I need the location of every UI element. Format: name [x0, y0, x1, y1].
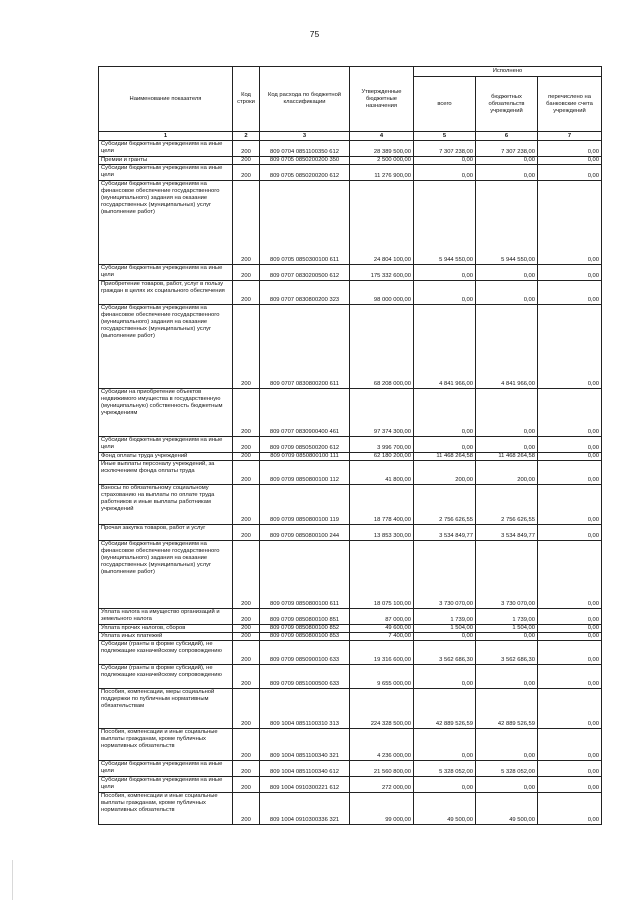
- cell-name: Пособия, компенсации и иные социальные выплаты гражданам, кроме публичных нормативных обязательств: [99, 729, 233, 761]
- column-number: 4: [350, 132, 414, 141]
- cell-kbk: 809 1004 0910300221 612: [260, 777, 350, 793]
- cell-approved: 98 000 000,00: [350, 281, 414, 305]
- header-obligations: бюджетных обязательств учреждений: [476, 77, 538, 132]
- cell-name: Фонд оплаты труда учреждений: [99, 453, 233, 461]
- cell-total: 0,00: [414, 165, 476, 181]
- cell-total: 0,00: [414, 777, 476, 793]
- table-row: [99, 461, 602, 485]
- cell-approved: 41 800,00: [350, 461, 414, 485]
- cell-total: 42 889 526,59: [414, 689, 476, 729]
- cell-approved: 175 332 600,00: [350, 265, 414, 281]
- column-number: 3: [260, 132, 350, 141]
- cell-name: Уплата иных платежей: [99, 633, 233, 641]
- cell-total: 0,00: [414, 281, 476, 305]
- cell-transferred: 0,00: [538, 141, 602, 157]
- cell-obligations: 49 500,00: [476, 793, 538, 825]
- table-row: [99, 541, 602, 609]
- cell-transferred: 0,00: [538, 541, 602, 609]
- cell-approved: 87 000,00: [350, 609, 414, 625]
- cell-obligations: 1 504,00: [476, 625, 538, 633]
- cell-approved: 68 208 000,00: [350, 305, 414, 389]
- cell-code: 200: [233, 281, 260, 305]
- table-body: [99, 141, 602, 825]
- cell-kbk: 809 0707 0830200500 612: [260, 265, 350, 281]
- cell-obligations: 1 739,00: [476, 609, 538, 625]
- cell-transferred: 0,00: [538, 265, 602, 281]
- cell-kbk: 809 0709 0850800100 119: [260, 485, 350, 525]
- cell-name: Иные выплаты персоналу учреждений, за исключением фонда оплаты труда: [99, 461, 233, 485]
- cell-approved: 24 804 100,00: [350, 181, 414, 265]
- cell-code: 200: [233, 265, 260, 281]
- cell-code: 200: [233, 633, 260, 641]
- cell-kbk: 809 0707 0830800200 611: [260, 305, 350, 389]
- cell-name: Премии и гранты: [99, 157, 233, 165]
- header-approved: Утвержденные бюджетные назначения: [350, 67, 414, 132]
- cell-code: 200: [233, 181, 260, 265]
- cell-obligations: 0,00: [476, 389, 538, 437]
- cell-code: 200: [233, 141, 260, 157]
- cell-name: Субсидии (гранты в форме субсидий), не подлежащие казначейскому сопровождению: [99, 665, 233, 689]
- table-row: [99, 437, 602, 453]
- budget-execution-table: [98, 66, 602, 825]
- cell-obligations: 0,00: [476, 165, 538, 181]
- cell-name: Пособия, компенсации, меры социальной поддержки по публичным нормативным обязательствам: [99, 689, 233, 729]
- cell-total: 200,00: [414, 461, 476, 485]
- cell-obligations: 2 756 626,55: [476, 485, 538, 525]
- cell-obligations: 3 730 070,00: [476, 541, 538, 609]
- cell-transferred: 0,00: [538, 729, 602, 761]
- cell-transferred: 0,00: [538, 461, 602, 485]
- cell-kbk: 809 0707 0830900400 461: [260, 389, 350, 437]
- cell-transferred: 0,00: [538, 389, 602, 437]
- table-row: [99, 665, 602, 689]
- column-number: 2: [233, 132, 260, 141]
- cell-approved: 99 000,00: [350, 793, 414, 825]
- cell-kbk: 809 0705 0850300100 611: [260, 181, 350, 265]
- cell-name: Субсидии бюджетным учреждениям на иные цели: [99, 265, 233, 281]
- cell-obligations: 5 944 550,00: [476, 181, 538, 265]
- cell-kbk: 809 0709 0850800100 244: [260, 525, 350, 541]
- column-number-row: [99, 132, 602, 141]
- header-transferred: перечислено на банковские счета учреждений: [538, 77, 602, 132]
- column-number: 1: [99, 132, 233, 141]
- cell-kbk: 809 0707 0830800200 323: [260, 281, 350, 305]
- cell-transferred: 0,00: [538, 453, 602, 461]
- cell-total: 7 307 238,00: [414, 141, 476, 157]
- cell-name: Субсидии бюджетным учреждениям на финансовое обеспечение государственного (муниципального) задания на оказание государственных (муниципальных) услуг (выполнение работ): [99, 181, 233, 265]
- cell-total: 0,00: [414, 265, 476, 281]
- column-number: 6: [476, 132, 538, 141]
- cell-total: 3 730 070,00: [414, 541, 476, 609]
- cell-approved: 272 000,00: [350, 777, 414, 793]
- cell-kbk: 809 0705 0850200200 612: [260, 165, 350, 181]
- cell-obligations: 3 562 686,30: [476, 641, 538, 665]
- cell-transferred: 0,00: [538, 641, 602, 665]
- cell-code: 200: [233, 609, 260, 625]
- cell-kbk: 809 1004 0910300336 321: [260, 793, 350, 825]
- header-code: Код строки: [233, 67, 260, 132]
- table-row: [99, 181, 602, 265]
- cell-kbk: 809 1004 0851100310 313: [260, 689, 350, 729]
- cell-approved: 21 560 800,00: [350, 761, 414, 777]
- cell-transferred: 0,00: [538, 437, 602, 453]
- cell-name: Субсидии (гранты в форме субсидий), не подлежащие казначейскому сопровождению: [99, 641, 233, 665]
- cell-transferred: 0,00: [538, 777, 602, 793]
- cell-approved: 28 389 500,00: [350, 141, 414, 157]
- header-total: всего: [414, 77, 476, 132]
- cell-obligations: 0,00: [476, 665, 538, 689]
- cell-obligations: 7 307 238,00: [476, 141, 538, 157]
- cell-kbk: 809 1004 0851100340 612: [260, 761, 350, 777]
- cell-transferred: 0,00: [538, 689, 602, 729]
- cell-transferred: 0,00: [538, 305, 602, 389]
- cell-name: Уплата прочих налогов, сборов: [99, 625, 233, 633]
- cell-name: Пособия, компенсации и иные социальные выплаты гражданам, кроме публичных нормативных обязательств: [99, 793, 233, 825]
- table-row: [99, 389, 602, 437]
- cell-obligations: 0,00: [476, 729, 538, 761]
- cell-transferred: 0,00: [538, 281, 602, 305]
- cell-total: 5 328 052,00: [414, 761, 476, 777]
- cell-obligations: 11 468 264,58: [476, 453, 538, 461]
- cell-obligations: 0,00: [476, 281, 538, 305]
- cell-kbk: 809 0709 0850800100 852: [260, 625, 350, 633]
- cell-code: 200: [233, 689, 260, 729]
- cell-obligations: 42 889 526,59: [476, 689, 538, 729]
- table-row: [99, 141, 602, 157]
- cell-total: 0,00: [414, 633, 476, 641]
- cell-total: 0,00: [414, 157, 476, 165]
- page-number: 75: [309, 29, 320, 39]
- cell-kbk: 809 0709 0851000500 633: [260, 665, 350, 689]
- cell-kbk: 809 0709 0850900100 633: [260, 641, 350, 665]
- cell-total: 11 468 264,58: [414, 453, 476, 461]
- cell-approved: 2 500 000,00: [350, 157, 414, 165]
- table-row: [99, 729, 602, 761]
- cell-transferred: 0,00: [538, 485, 602, 525]
- column-number: 7: [538, 132, 602, 141]
- cell-transferred: 0,00: [538, 157, 602, 165]
- cell-kbk: 809 0704 0851100350 612: [260, 141, 350, 157]
- cell-total: 1 504,00: [414, 625, 476, 633]
- cell-code: 200: [233, 641, 260, 665]
- cell-code: 200: [233, 437, 260, 453]
- cell-obligations: 0,00: [476, 633, 538, 641]
- header-executed: Исполнено: [414, 67, 602, 77]
- cell-total: 3 562 686,30: [414, 641, 476, 665]
- cell-transferred: 0,00: [538, 633, 602, 641]
- cell-approved: 224 328 500,00: [350, 689, 414, 729]
- cell-code: 200: [233, 157, 260, 165]
- cell-name: Субсидии бюджетным учреждениям на иные цели: [99, 437, 233, 453]
- table-row: [99, 453, 602, 461]
- cell-code: 200: [233, 665, 260, 689]
- cell-code: 200: [233, 761, 260, 777]
- cell-approved: 62 180 200,00: [350, 453, 414, 461]
- cell-obligations: 0,00: [476, 265, 538, 281]
- cell-total: 1 739,00: [414, 609, 476, 625]
- cell-obligations: 0,00: [476, 437, 538, 453]
- cell-kbk: 809 0705 0850200200 350: [260, 157, 350, 165]
- cell-obligations: 0,00: [476, 777, 538, 793]
- cell-code: 200: [233, 541, 260, 609]
- cell-code: 200: [233, 305, 260, 389]
- cell-total: 4 841 966,00: [414, 305, 476, 389]
- table-row: [99, 641, 602, 665]
- cell-obligations: 3 534 849,77: [476, 525, 538, 541]
- cell-name: Взносы по обязательному социальному страхованию на выплаты по оплате труда работников и иные выплаты работникам учреждений: [99, 485, 233, 525]
- cell-code: 200: [233, 461, 260, 485]
- cell-approved: 18 075 100,00: [350, 541, 414, 609]
- table-row: [99, 281, 602, 305]
- cell-total: 49 500,00: [414, 793, 476, 825]
- cell-approved: 13 853 300,00: [350, 525, 414, 541]
- header-kbk: Код расхода по бюджетной классификации: [260, 67, 350, 132]
- table-row: [99, 625, 602, 633]
- cell-approved: 9 655 000,00: [350, 665, 414, 689]
- table-row: [99, 485, 602, 525]
- cell-approved: 49 600,00: [350, 625, 414, 633]
- cell-total: 2 756 626,55: [414, 485, 476, 525]
- cell-name: Субсидии бюджетным учреждениям на иные цели: [99, 761, 233, 777]
- cell-transferred: 0,00: [538, 665, 602, 689]
- table-row: [99, 633, 602, 641]
- table-row: [99, 793, 602, 825]
- cell-name: Прочая закупка товаров, работ и услуг: [99, 525, 233, 541]
- cell-code: 200: [233, 525, 260, 541]
- cell-kbk: 809 0709 0850800100 111: [260, 453, 350, 461]
- cell-kbk: 809 1004 0851100340 321: [260, 729, 350, 761]
- cell-code: 200: [233, 453, 260, 461]
- cell-total: 0,00: [414, 729, 476, 761]
- scan-margin-mark: [12, 860, 13, 900]
- cell-name: Субсидии бюджетным учреждениям на иные цели: [99, 165, 233, 181]
- cell-name: Субсидии бюджетным учреждениям на финансовое обеспечение государственного (муниципального) задания на оказание государственных (муниципальных) услуг (выполнение работ): [99, 305, 233, 389]
- cell-total: 0,00: [414, 389, 476, 437]
- cell-approved: 4 236 000,00: [350, 729, 414, 761]
- cell-name: Субсидии бюджетным учреждениям на финансовое обеспечение государственного (муниципального) задания на оказание государственных (муниципальных) услуг (выполнение работ): [99, 541, 233, 609]
- table-row: [99, 761, 602, 777]
- cell-total: 0,00: [414, 665, 476, 689]
- cell-obligations: 0,00: [476, 157, 538, 165]
- header-name: Наименование показателя: [99, 67, 233, 132]
- cell-approved: 19 316 600,00: [350, 641, 414, 665]
- cell-code: 200: [233, 777, 260, 793]
- cell-approved: 18 778 400,00: [350, 485, 414, 525]
- table-row: [99, 525, 602, 541]
- cell-transferred: 0,00: [538, 761, 602, 777]
- column-number: 5: [414, 132, 476, 141]
- table-row: [99, 157, 602, 165]
- cell-transferred: 0,00: [538, 165, 602, 181]
- table-row: [99, 305, 602, 389]
- cell-approved: 3 996 700,00: [350, 437, 414, 453]
- cell-code: 200: [233, 793, 260, 825]
- cell-transferred: 0,00: [538, 525, 602, 541]
- cell-obligations: 4 841 966,00: [476, 305, 538, 389]
- cell-name: Уплата налога на имущество организаций и земельного налога: [99, 609, 233, 625]
- cell-kbk: 809 0709 0850800100 112: [260, 461, 350, 485]
- cell-code: 200: [233, 389, 260, 437]
- cell-kbk: 809 0709 0850800100 611: [260, 541, 350, 609]
- cell-transferred: 0,00: [538, 793, 602, 825]
- table-row: [99, 689, 602, 729]
- cell-name: Приобретение товаров, работ, услуг в пользу граждан в целях их социального обеспечения: [99, 281, 233, 305]
- cell-code: 200: [233, 625, 260, 633]
- cell-code: 200: [233, 485, 260, 525]
- cell-total: 3 534 849,77: [414, 525, 476, 541]
- cell-kbk: 809 0709 0850500200 612: [260, 437, 350, 453]
- cell-code: 200: [233, 165, 260, 181]
- cell-approved: 7 400,00: [350, 633, 414, 641]
- cell-approved: 11 276 900,00: [350, 165, 414, 181]
- cell-name: Субсидии бюджетным учреждениям на иные цели: [99, 777, 233, 793]
- cell-total: 0,00: [414, 437, 476, 453]
- cell-obligations: 200,00: [476, 461, 538, 485]
- cell-kbk: 809 0709 0850800100 853: [260, 633, 350, 641]
- cell-code: 200: [233, 729, 260, 761]
- cell-transferred: 0,00: [538, 625, 602, 633]
- table-row: [99, 265, 602, 281]
- cell-name: Субсидии бюджетным учреждениям на иные цели: [99, 141, 233, 157]
- table-row: [99, 165, 602, 181]
- table-row: [99, 777, 602, 793]
- cell-name: Субсидии на приобретение объектов недвижимого имущества в государственную (муниципальную) собственность бюджетным учреждениям: [99, 389, 233, 437]
- cell-transferred: 0,00: [538, 181, 602, 265]
- cell-total: 5 944 550,00: [414, 181, 476, 265]
- cell-kbk: 809 0709 0850800100 851: [260, 609, 350, 625]
- table-row: [99, 609, 602, 625]
- cell-obligations: 5 328 052,00: [476, 761, 538, 777]
- cell-transferred: 0,00: [538, 609, 602, 625]
- cell-approved: 97 374 300,00: [350, 389, 414, 437]
